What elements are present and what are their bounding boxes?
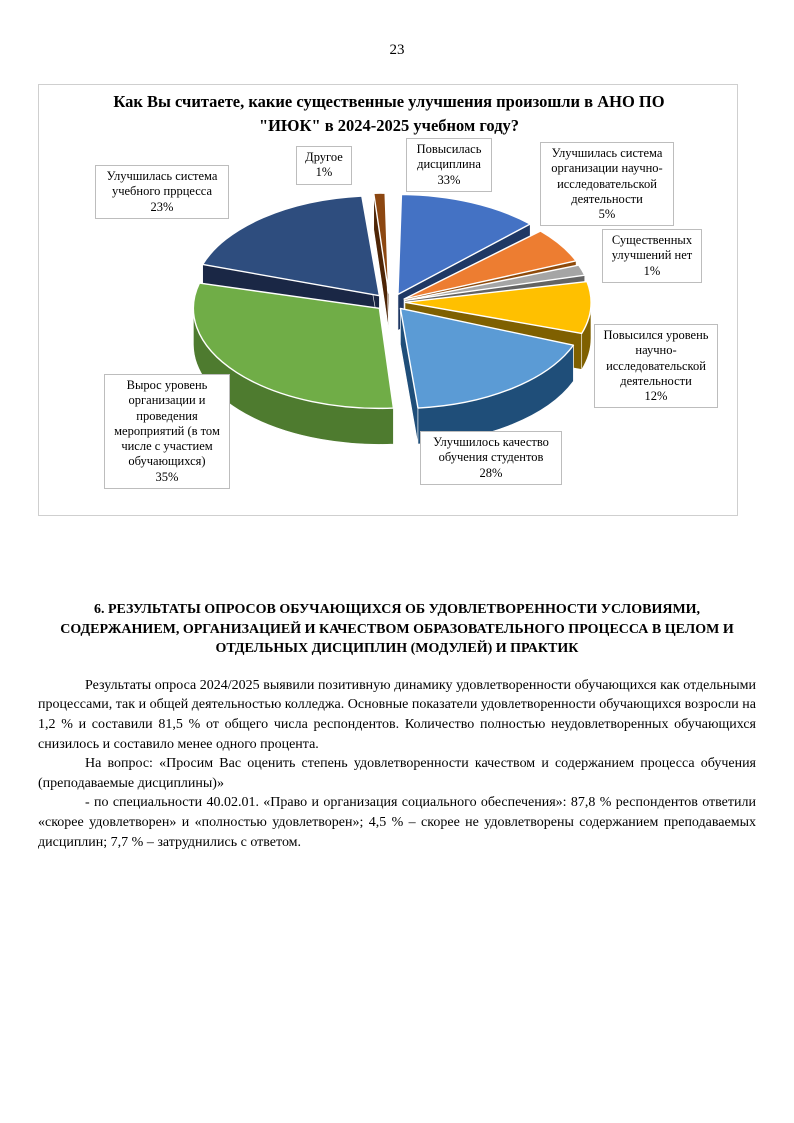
pie-label-uchebny-process: Улучшилась система учебного пррцесса 23% (95, 165, 229, 219)
pie-label-meropriyatiya: Вырос уровень организации и проведения мероприятий (в том числе с участием обучающихся) 35% (104, 374, 230, 489)
pie-label-uroven-nid: Повысился уровень научно-исследовательской деятельности 12% (594, 324, 718, 408)
pie-label-drugoe: Другое 1% (296, 146, 352, 185)
pie-label-disciplina: Повысилась дисциплина 33% (406, 138, 492, 192)
paragraph-3: - по специальности 40.02.01. «Право и организация социального обеспечения»: 87,8 % респондентов ответили «скорее удовлетворен» и «полностью удовлетворен»; 4,5 % – скорее не удовлетворены содержанием преподаваемых дисциплин; 7,7 % – затруднились с ответом. (38, 795, 756, 850)
pie-label-organizaciya-nid: Улучшилась система организации научно-исследовательской деятельности 5% (540, 142, 674, 226)
chart-title: Как Вы считаете, какие существенные улучшения произошли в АНО ПО "ИЮК" в 2024-2025 учебном году? (113, 92, 665, 135)
section-heading: 6. РЕЗУЛЬТАТЫ ОПРОСОВ ОБУЧАЮЩИХСЯ ОБ УДОВЛЕТВОРЕННОСТИ УСЛОВИЯМИ, СОДЕРЖАНИЕМ, ОРГАНИЗАЦИЕЙ И КАЧЕСТВОМ ОБРАЗОВАТЕЛЬНОГО ПРОЦЕССА В ЦЕЛОМ И ОТДЕЛЬНЫХ ДИСЦИПЛИН (МОДУЛЕЙ) И ПРАКТИК (60, 602, 734, 657)
paragraph-1: Результаты опроса 2024/2025 выявили позитивную динамику удовлетворенности обучающихся как отдельными процессами, так и общей деятельностью колледжа. Основные показатели удовлетворенности обучающихся возросли на 1,2 % и составили 81,5 % от общего числа респондентов. Количество полностью неудовлетворенных обучающихся снизилось и составило менее одного процента. (38, 677, 756, 752)
paragraph-2: На вопрос: «Просим Вас оценить степень удовлетворенности качеством и содержанием процесса обучения (преподаваемые дисциплины)» (38, 756, 756, 791)
pie-label-kachestvo-obucheniya: Улучшилось качество обучения студентов 28% (420, 431, 562, 485)
pie-label-net-uluchsheniy: Существенных улучшений нет 1% (602, 229, 702, 283)
page-number: 23 (389, 42, 405, 58)
text-block (38, 600, 756, 852)
